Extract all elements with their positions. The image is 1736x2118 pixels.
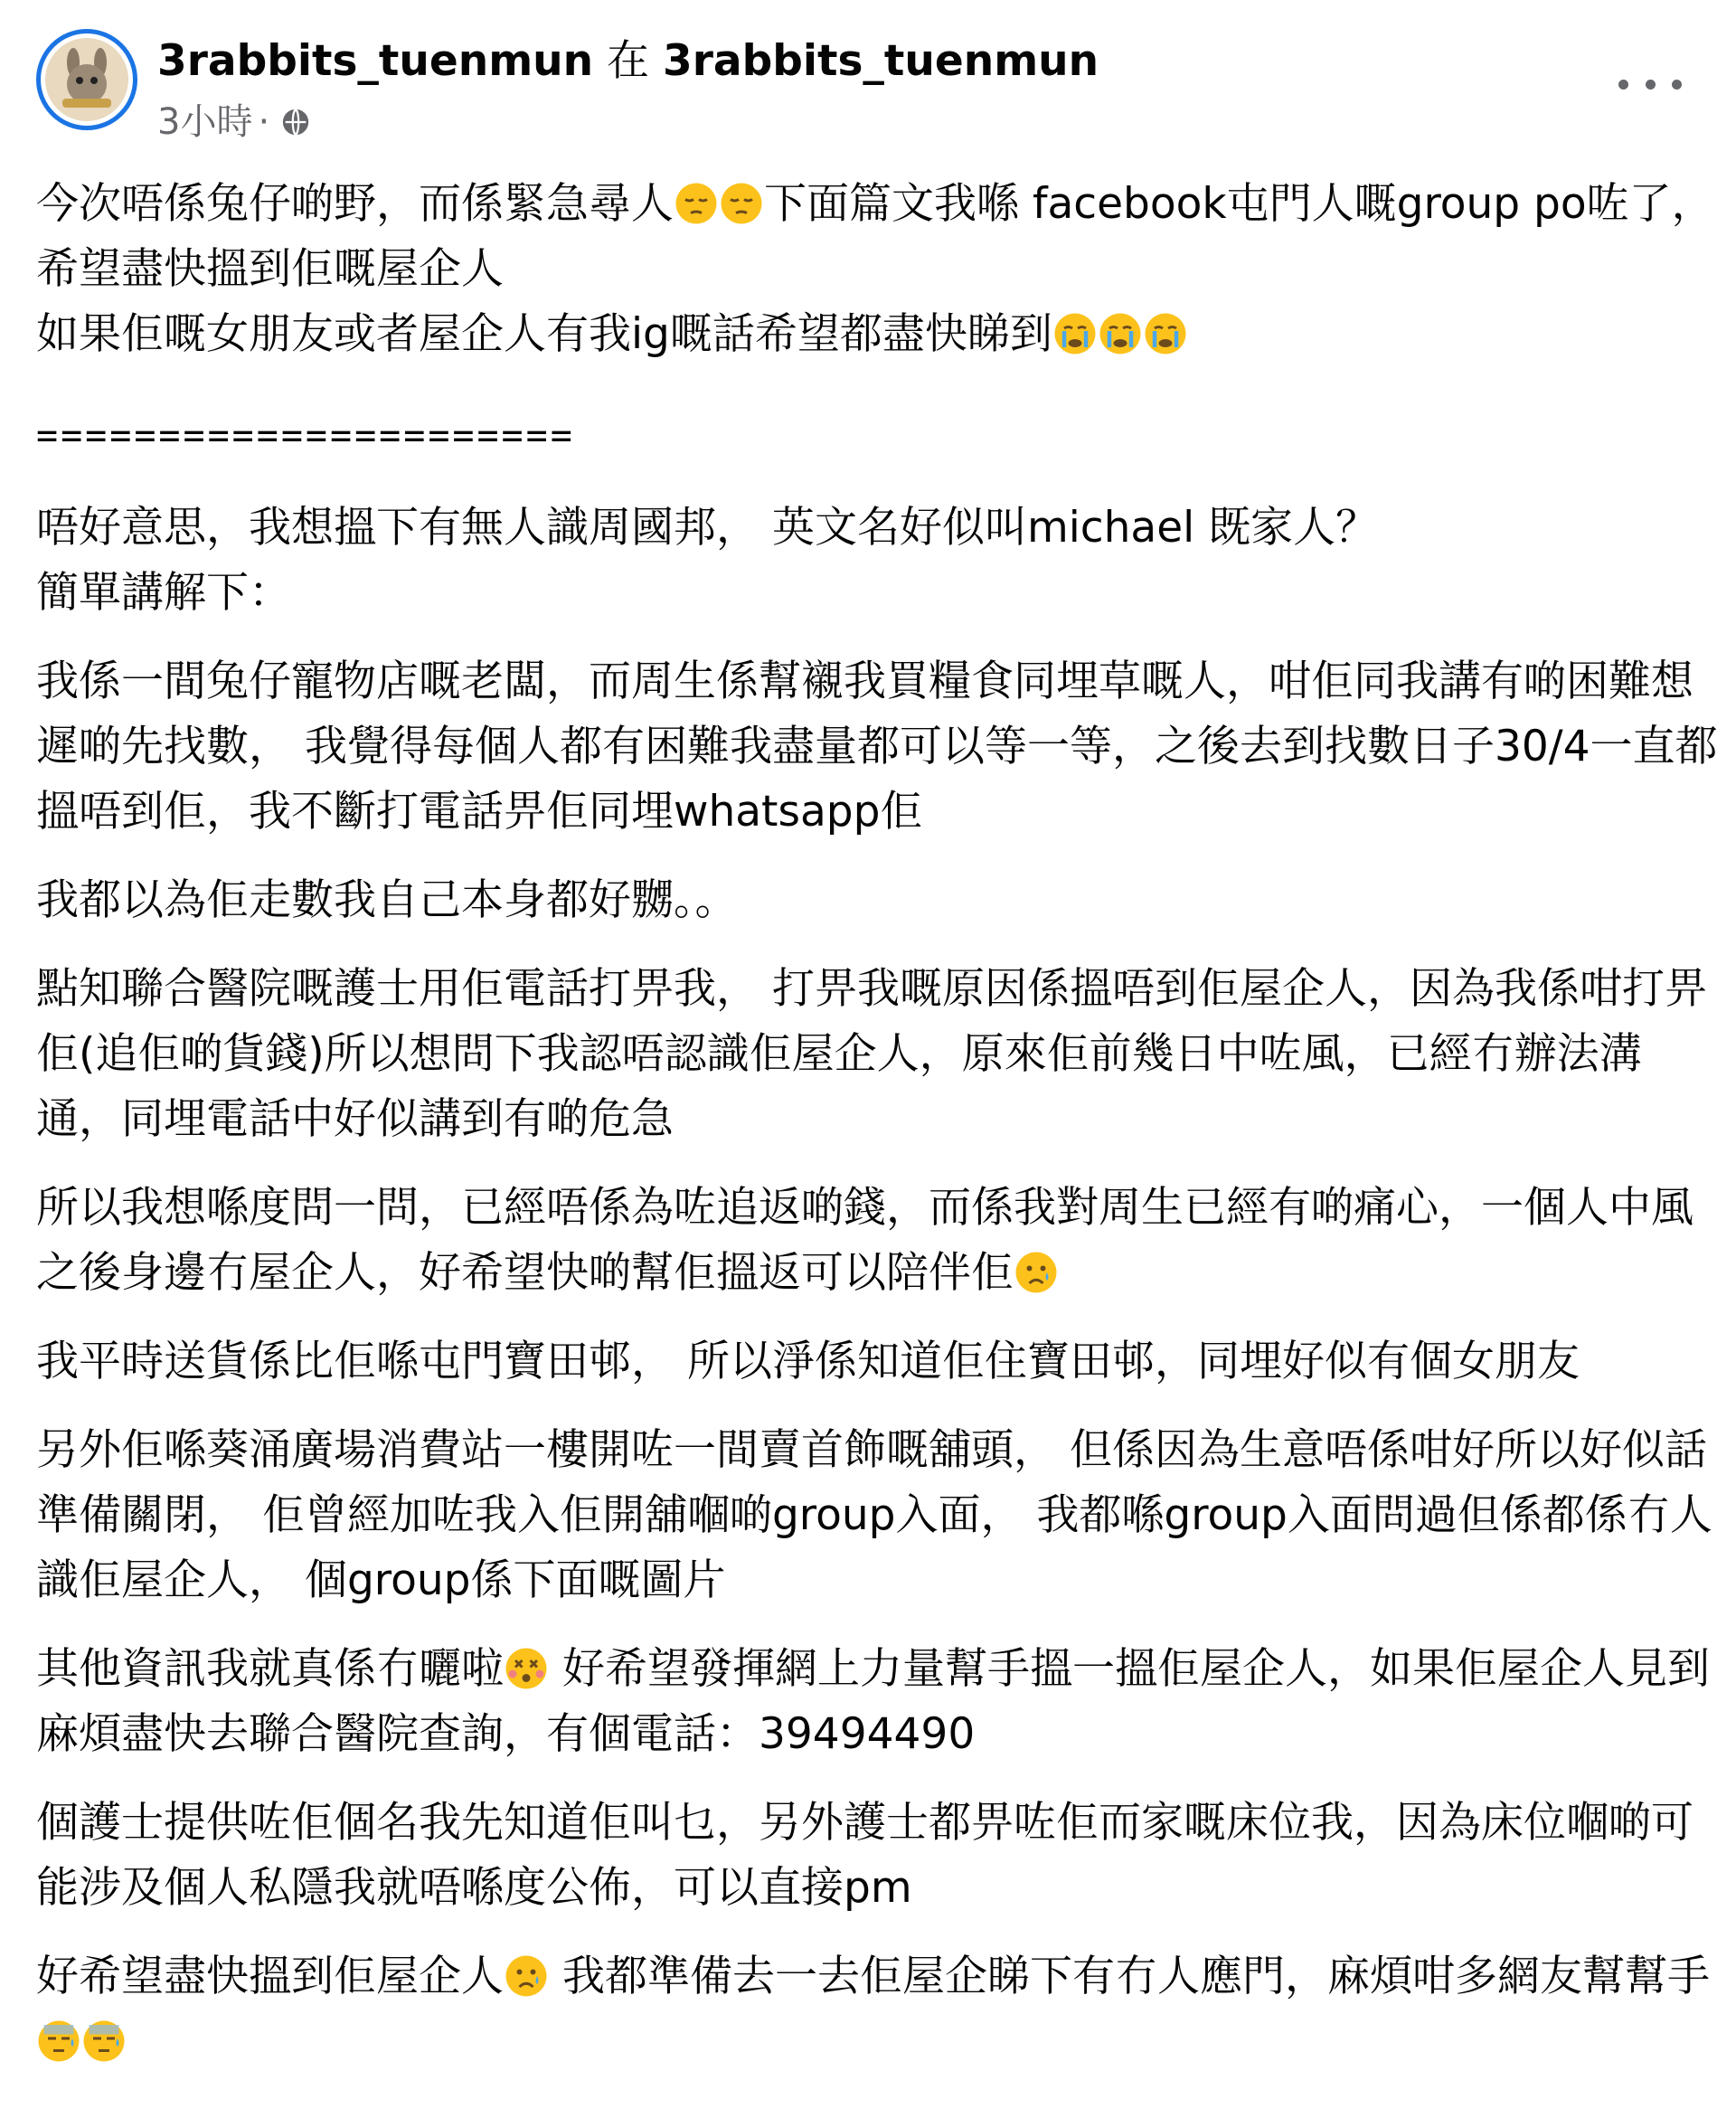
timestamp[interactable]: 3小時 xyxy=(157,101,253,143)
post-text: 所以我想喺度問一問，已經唔係為咗追返啲錢，而係我對周生已經有啲痛心，一個人中風之後身邊冇屋企人，好希望快啲幫佢搵返可以陪伴佢 xyxy=(36,1183,1694,1298)
globe-icon xyxy=(280,107,311,137)
post-text: 其他資訊我就真係冇曬啦 xyxy=(36,1644,504,1694)
post-paragraph: 我都以為佢走數我自己本身都好嬲。。 xyxy=(36,875,738,925)
more-dot xyxy=(1646,80,1656,90)
post-paragraph: 我係一間兔仔寵物店嘅老闆，而周生係幫襯我買糧食同埋草嘅人，咁佢同我講有啲困難想遲啲先找數， 我覺得每個人都有困難我盡量都可以等一等，之後去到找數日子30/4一直都搵唔到佢，我不斷打電話畀佢同埋whatsapp佢 xyxy=(36,657,1718,837)
pensive-face-icon xyxy=(675,182,718,225)
post-paragraph: 個護士提供咗佢個名我先知道佢叫乜，另外護士都畀咗佢而家嘅床位我，因為床位嗰啲可能涉及個人私隱我就唔喺度公佈，可以直接pm xyxy=(36,1798,1694,1913)
post-text: 好希望發揮網上力量幫手搵一搵佢屋企人，如果佢屋企人見到麻煩盡快去聯合醫院查詢，有個電話：39494490 xyxy=(36,1644,1710,1759)
post-text: 今次唔係兔仔啲野，而係緊急尋人 xyxy=(36,179,674,229)
post-text: 我都準備去一去佢屋企睇下有冇人應門，麻煩咁多網友幫幫手 xyxy=(549,1952,1710,2001)
more-options-button[interactable] xyxy=(1618,61,1682,107)
post-paragraph xyxy=(36,172,1718,367)
avatar[interactable] xyxy=(36,29,137,130)
post-paragraph xyxy=(36,1637,1718,1767)
post-header xyxy=(36,25,1700,152)
downcast-sweat-face-icon xyxy=(37,2019,80,2063)
rabbit-logo-icon xyxy=(41,33,133,126)
post-paragraph: 我平時送貨係比佢喺屯門寶田邨， 所以淨係知道佢住寶田邨，同埋好似有個女朋友 xyxy=(36,1337,1580,1386)
author-name[interactable]: 3rabbits_tuenmun xyxy=(157,36,594,86)
post-meta xyxy=(157,99,311,145)
loudly-crying-face-icon xyxy=(1099,312,1142,355)
meta-dot: · xyxy=(258,101,270,143)
in-word: 在 xyxy=(593,36,663,86)
author-line xyxy=(157,34,1099,89)
dizzy-face-icon xyxy=(505,1647,548,1690)
post-body xyxy=(36,172,1718,2098)
post-paragraph xyxy=(36,1176,1718,1306)
post-text: 好希望盡快搵到佢屋企人 xyxy=(36,1952,504,2001)
group-name[interactable]: 3rabbits_tuenmun xyxy=(663,36,1099,86)
sad-but-relieved-face-icon xyxy=(505,1954,548,1998)
post-paragraph: 點知聯合醫院嘅護士用佢電話打畀我， 打畀我嘅原因係搵唔到佢屋企人，因為我係咁打畀佢(追佢啲貨錢)所以想問下我認唔認識佢屋企人，原來佢前幾日中咗風，已經冇辦法溝通，同埋電話中好似講到有啲危急 xyxy=(36,964,1707,1144)
sad-but-relieved-face-icon xyxy=(1014,1251,1058,1294)
more-dot xyxy=(1618,80,1628,90)
more-dot xyxy=(1672,80,1682,90)
separator-line: ====================== xyxy=(36,415,575,457)
loudly-crying-face-icon xyxy=(1144,312,1187,355)
post-paragraph: 唔好意思，我想搵下有無人識周國邦， 英文名好似叫michael 既家人？ 簡單講解下： xyxy=(36,503,1379,618)
post-text: 下面篇文我喺 facebook屯門人嘅group po咗了， 希望盡快搵到佢嘅屋企人 如果佢嘅女朋友或者屋企人有我ig嘅話希望都盡快睇到 xyxy=(36,179,1714,359)
loudly-crying-face-icon xyxy=(1053,312,1097,355)
post-paragraph: 另外佢喺葵涌廣場消費站一樓開咗一間賣首飾嘅舖頭， 但係因為生意唔係咁好所以好似話準備關閉， 佢曾經加咗我入佢開舖嗰啲group入面， 我都喺group入面問過但係都係冇人識佢屋企人， 個group係下面嘅圖片 xyxy=(36,1425,1712,1605)
post-paragraph xyxy=(36,1944,1718,2075)
pensive-face-icon xyxy=(720,182,763,225)
downcast-sweat-face-icon xyxy=(82,2019,126,2063)
